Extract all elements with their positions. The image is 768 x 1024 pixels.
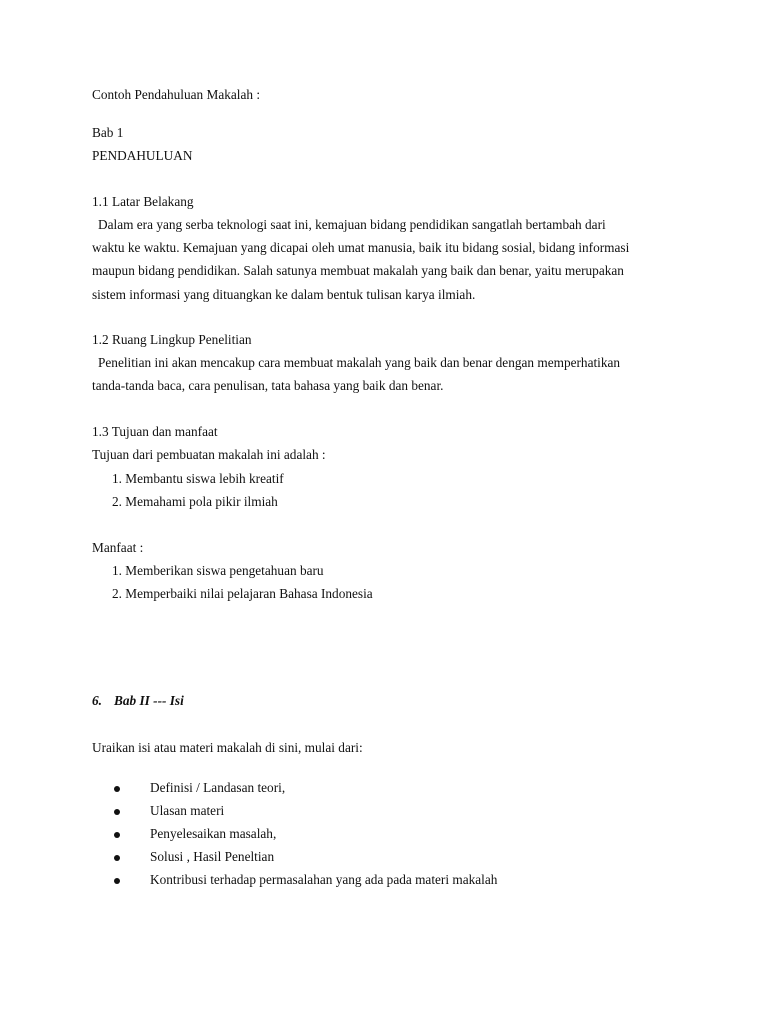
manfaat-item: 1. Memberikan siswa pengetahuan baru [112,563,324,578]
chapter-title: PENDAHULUAN [92,148,193,163]
section-1-1-line: waktu ke waktu. Kemajuan yang dicapai oleh umat manusia, baik itu bidang sosial, bidang informasi [92,240,630,255]
bab2-bullet-item: Ulasan materi [150,803,225,818]
bab2-number: 6. [92,693,102,708]
bullet-dot [114,809,120,815]
bab2-bullet-item: Definisi / Landasan teori, [150,780,286,795]
bab2-heading [92,693,184,709]
tujuan-item: 1. Membantu siswa lebih kreatif [112,471,284,486]
section-1-2-line: Penelitian ini akan mencakup cara membuat makalah yang baik dan benar dengan memperhatikan [98,355,621,370]
chapter-label: Bab 1 [92,125,124,140]
bullet-dot [114,878,120,884]
bab2-title: Bab II --- Isi [113,693,184,708]
tujuan-item: 2. Memahami pola pikir ilmiah [112,494,278,509]
section-1-1-line: maupun bidang pendidikan. Salah satunya membuat makalah yang baik dan benar, yaitu merupakan [92,263,624,278]
section-1-2-heading: 1.2 Ruang Lingkup Penelitian [92,332,252,347]
section-1-2-line: tanda-tanda baca, cara penulisan, tata bahasa yang baik dan benar. [92,378,444,393]
bullet-dot [114,855,120,861]
tujuan-intro: Tujuan dari pembuatan makalah ini adalah : [92,447,326,462]
bab2-bullet-item: Penyelesaikan masalah, [150,826,277,841]
bab2-bullet-item: Kontribusi terhadap permasalahan yang ada pada materi makalah [150,872,498,887]
section-1-3-heading: 1.3 Tujuan dan manfaat [92,424,218,439]
section-1-1-line: Dalam era yang serba teknologi saat ini, kemajuan bidang pendidikan sangatlah bertambah dari [98,217,606,232]
bullet-dot [114,832,120,838]
bab2-intro: Uraikan isi atau materi makalah di sini, mulai dari: [92,740,363,755]
manfaat-label: Manfaat : [92,540,144,555]
section-1-1-heading: 1.1 Latar Belakang [92,194,194,209]
intro-title: Contoh Pendahuluan Makalah : [92,87,261,102]
bullet-dot [114,786,120,792]
section-1-1-line: sistem informasi yang dituangkan ke dalam bentuk tulisan karya ilmiah. [92,287,476,302]
manfaat-item: 2. Memperbaiki nilai pelajaran Bahasa Indonesia [112,586,373,601]
bab2-bullet-item: Solusi , Hasil Peneltian [150,849,275,864]
